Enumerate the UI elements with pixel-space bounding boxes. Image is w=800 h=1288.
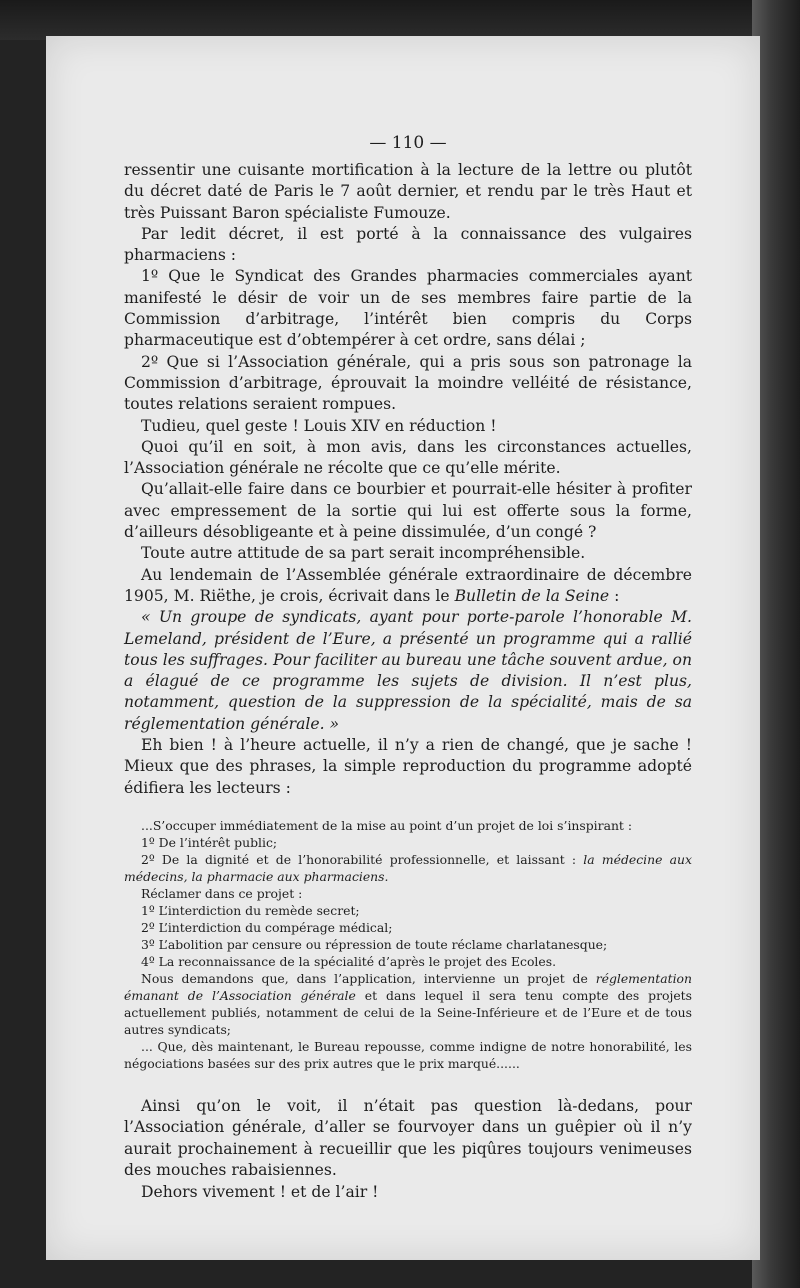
paragraph: Qu’allait-elle faire dans ce bourbier et pourrait-elle hésiter à profiter avec empressement de la sortie qui lui est offerte sous la forme, d’ailleurs désobligeante et à peine dissimulée, d’un congé ? [124,480,692,542]
program-item: 3º L’abolition par censure ou répression de toute réclame charlatanesque; [141,936,608,952]
main-body [124,160,692,799]
program-claim: Réclamer dans ce projet : [141,885,303,901]
program-item: 4º La reconnaissance de la spécialité d’après le projet des Ecoles. [141,953,557,969]
paragraph: Quoi qu’il en soit, à mon avis, dans les circonstances actuelles, l’Association générale ne récolte que ce qu’elle mérite. [124,437,692,478]
paragraph: 2º Que si l’Association générale, qui a pris sous son patronage la Commission d’arbitrage, éprouvait la moindre velléité de résistance, toutes relations seraient rompues. [124,352,692,414]
paragraph-rieth: Au lendemain de l’Assemblée générale extraordinaire de décembre 1905, M. Riëthe, je crois, écrivait dans le Bulletin de la Seine : [124,565,692,605]
program-demand: Nous demandons que, dans l’application, intervienne un projet de réglementation émanant de l’Association générale et dans lequel il sera tenu compte des projets actuellement publiés, notamment de celui de la Seine-Inférieure et de l’Eure et de tous autres syndicats; [124,970,692,1037]
program-intro: ...S’occuper immédiatement de la mise au point d’un projet de loi s’inspirant : [141,817,633,833]
program-item: 2º L’interdiction du compérage médical; [141,919,393,935]
paragraph: Ainsi qu’on le voit, il n’était pas question là-dedans, pour l’Association générale, d’aller se fourvoyer dans un guêpier où il n’y aurait prochainement à recueillir que les piqûres toujours venimeuses des mouches rabaisiennes. [124,1096,692,1180]
program-motto: la médecine aux médecins, la pharmacie aux pharmaciens. [124,851,692,884]
paragraph: Par ledit décret, il est porté à la connaissance des vulgaires pharmaciens : [124,224,692,265]
paragraph: 1º Que le Syndicat des Grandes pharmacies commerciales ayant manifesté le désir de voir un de ses membres faire partie de la Commission d’arbitrage, l’intérêt bien compris du Corps pharmaceutique est d’obtempérer à cet ordre, sans délai ; [124,267,692,350]
conclusion [124,1096,692,1204]
program-closing: ... Que, dès maintenant, le Bureau repousse, comme indigne de notre honorabilité, les négociations basées sur des prix autres que le prix marqué...... [124,1038,692,1071]
program-point: 2º De la dignité et de l’honorabilité professionnelle, et laissant : la médecine aux médecins, la pharmacie aux pharmaciens. [124,851,692,884]
paragraph: Tudieu, quel geste ! Louis XIV en réduction ! [141,416,497,435]
program-point: 1º De l’intérêt public; [141,834,278,850]
publication-title: Bulletin de la Seine [454,586,610,605]
paragraph: Eh bien ! à l’heure actuelle, il n’y a rien de changé, que je sache ! Mieux que des phrases, la simple reproduction du programme adopté édifiera les lecteurs : [124,736,692,797]
quotation: « Un groupe de syndicats, ayant pour porte-parole l’honorable M. Lemeland, président de l’Eure, a présenté un programme qui a rallié tous les suffrages. Pour faciliter au bureau une tâche souvent ardue, on a élagué de ce programme les sujets de division. Il n’est plus, notamment, question de la suppression de la spécialité, mais de sa réglementation générale. » [124,608,692,733]
page-text [124,130,692,1203]
page-number: — 110 — [369,133,447,153]
paragraph: Toute autre attitude de sa part serait incompréhensible. [141,544,586,563]
paragraph: ressentir une cuisante mortification à la lecture de la lettre ou plutôt du décret daté de Paris le 7 août dernier, et rendu par le très Haut et très Puissant Baron spécialiste Fumouze. [124,161,692,222]
paragraph: Dehors vivement ! et de l’air ! [141,1182,379,1201]
program-excerpt [124,817,692,1072]
program-item: 1º L’interdiction du remède secret; [141,902,360,918]
scan-top-edge [0,0,800,40]
